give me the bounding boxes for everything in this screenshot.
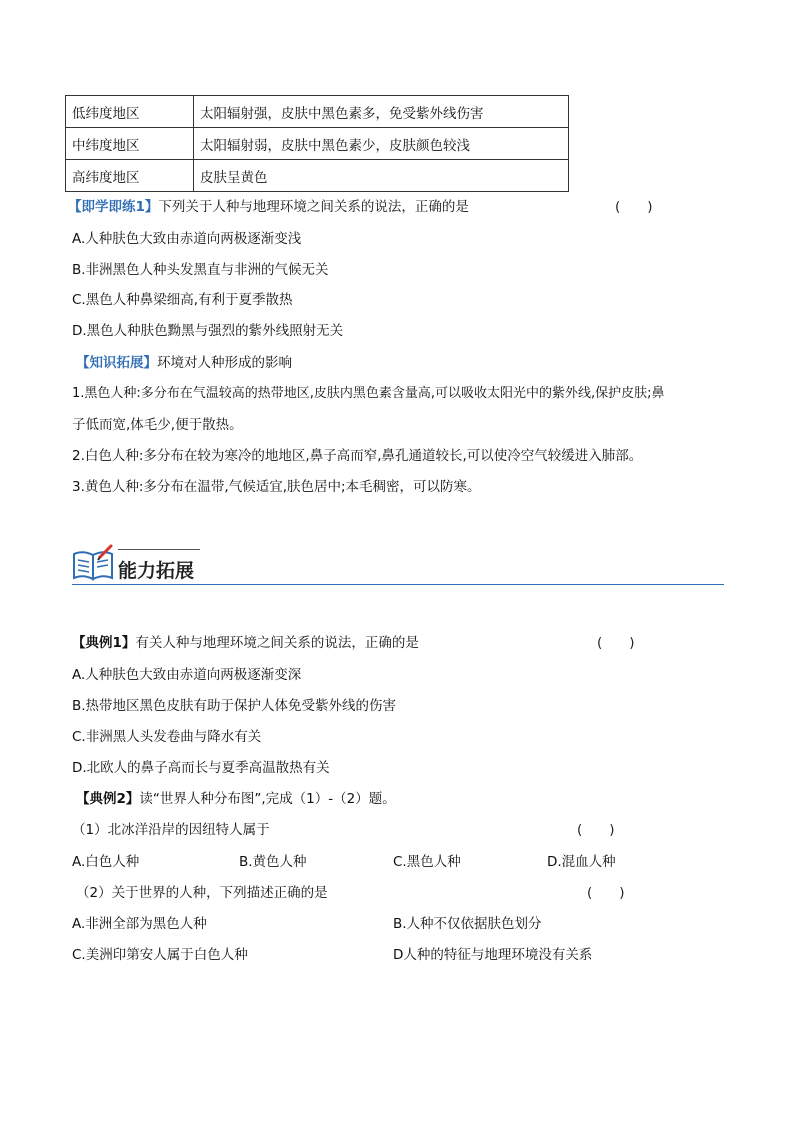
table-cell-desc: 太阳辐射强，皮肤中黑色素多，免受紫外线伤害 [194,96,569,128]
table-cell-region: 低纬度地区 [66,96,194,128]
extension-tag: 【知识拓展】 [76,355,157,371]
example2-q2-option-a: A.非洲全部为黑色人种 [72,916,207,932]
example2-intro [76,789,396,809]
example1-option-c: C.非洲黑人头发卷曲与降水有关 [72,729,262,745]
section-title: 能力拓展 [118,560,195,582]
table-cell-desc: 太阳辐射弱，皮肤中黑色素少，皮肤颜色较浅 [194,128,569,160]
extension-item1-line1: 1.黑色人种:多分布在气温较高的热带地区,皮肤内黑色素含量高,可以吸收太阳光中的紫外线,保护皮肤;鼻 [72,386,665,401]
table-row [66,128,569,160]
table-row [66,96,569,128]
example1-question-text: 有关人种与地理环境之间关系的说法，正确的是 [135,635,419,651]
section-top-rule [118,549,200,550]
open-book-icon [72,544,114,586]
example2-q2-bracket: ( ) [587,885,625,901]
latitude-skin-table [65,95,569,192]
practice1-option-d: D.黑色人种肤色黝黑与强烈的紫外线照射无关 [72,323,344,339]
example2-q2-text: （2）关于世界的人种，下列描述正确的是 [76,885,328,901]
example1-option-d: D.北欧人的鼻子高而长与夏季高温散热有关 [72,760,330,776]
table-cell-region: 中纬度地区 [66,128,194,160]
extension-heading [76,353,292,373]
practice1-tag: 【即学即练1】 [68,199,159,215]
table-cell-desc: 皮肤呈黄色 [194,160,569,192]
example1-option-b: B.热带地区黑色皮肤有助于保护人体免受紫外线的伤害 [72,698,397,714]
practice1-option-a: A.人种肤色大致由赤道向两极逐渐变浅 [72,231,302,247]
example1-question [72,633,419,653]
example2-q1-option-a: A.白色人种 [72,854,140,870]
example2-intro-text: 读“世界人种分布图”,完成（1）-（2）题。 [139,791,396,807]
example2-q2-option-d: D人种的特征与地理环境没有关系 [393,947,593,963]
example2-tag: 【典例2】 [76,791,140,807]
practice1-option-c: C.黑色人种鼻梁细高,有利于夏季散热 [72,292,293,308]
section-underline [72,584,724,585]
example1-answer-bracket: ( ) [597,635,635,651]
example2-q1-bracket: ( ) [577,822,615,838]
table-row [66,160,569,192]
practice1-question [68,197,469,217]
example1-tag: 【典例1】 [72,635,136,651]
example1-option-a: A.人种肤色大致由赤道向两极逐渐变深 [72,667,302,683]
extension-item1-line2: 子低而宽,体毛少,便于散热。 [72,417,243,433]
practice1-answer-bracket: ( ) [615,199,653,215]
extension-item2: 2.白色人种:多分布在较为寒冷的地地区,鼻子高而窄,鼻孔通道较长,可以使冷空气较缓进入肺部。 [72,448,643,464]
extension-item3: 3.黄色人种:多分布在温带,气候适宜,肤色居中;本毛稠密，可以防寒。 [72,479,481,495]
example2-q1-text: （1）北冰洋沿岸的因纽特人属于 [72,822,270,838]
example2-q1-option-c: C.黑色人种 [393,854,461,870]
table-cell-region: 高纬度地区 [66,160,194,192]
practice1-option-b: B.非洲黑色人种头发黑直与非洲的气候无关 [72,262,329,278]
extension-title: 环境对人种形成的影响 [157,355,292,371]
example2-q2-option-c: C.美洲印第安人属于白色人种 [72,947,248,963]
example2-q1-option-d: D.混血人种 [547,854,616,870]
practice1-question-text: 下列关于人种与地理环境之间关系的说法，正确的是 [158,199,469,215]
example2-q1-option-b: B.黄色人种 [239,854,307,870]
example2-q2-option-b: B.人种不仅依据肤色划分 [393,916,542,932]
